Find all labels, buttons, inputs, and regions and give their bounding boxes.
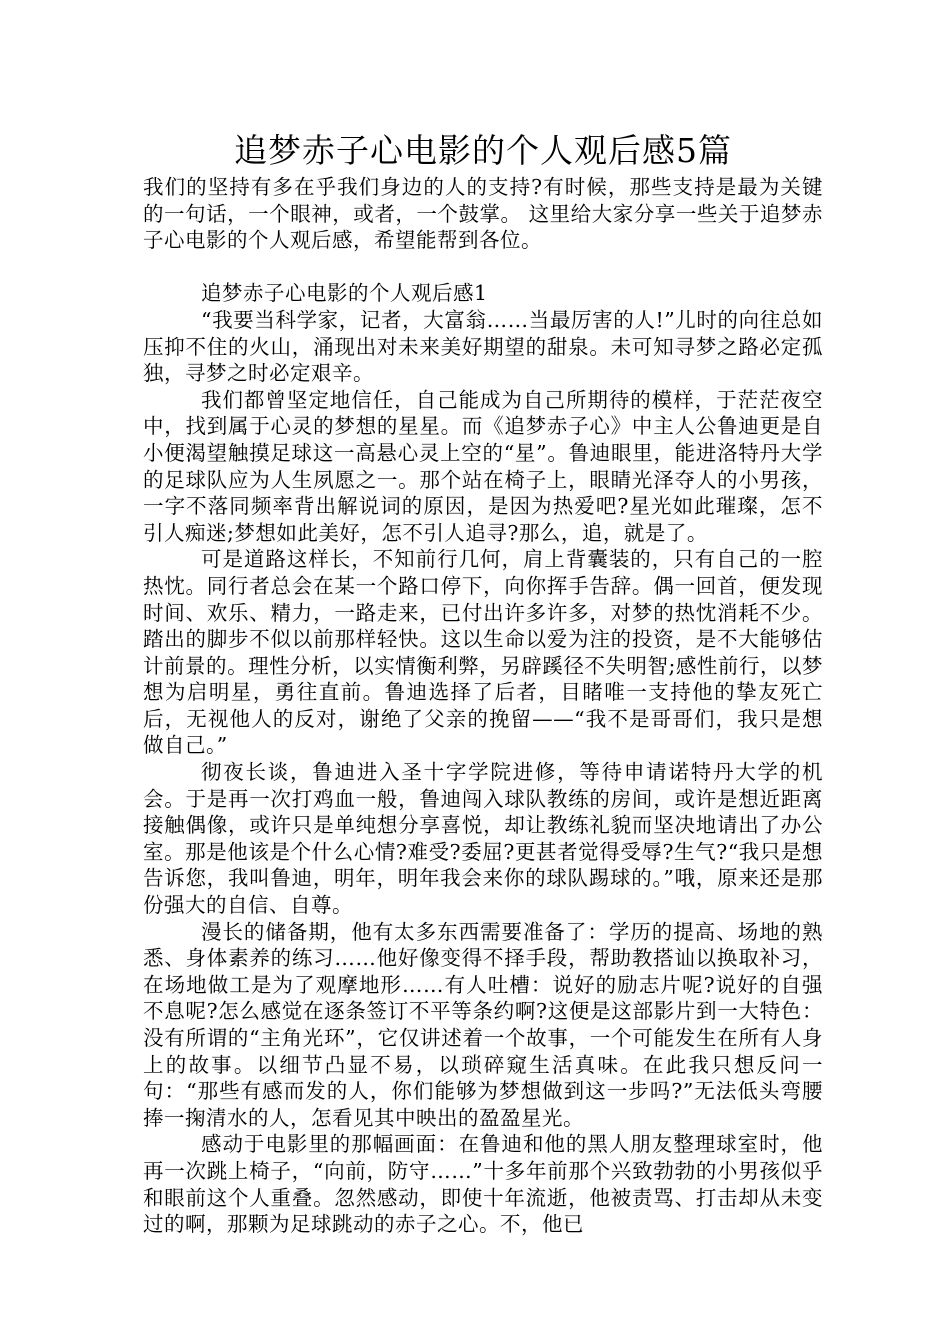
- body-paragraph-3: 可是道路这样长，不知前行几何，肩上背囊装的，只有自己的一腔热忱。同行者总会在某一个路口停下，向你挥手告辞。偶一回首，便发现时间、欢乐、精力，一路走来，已付出许多许多，对梦的热忱消耗不少。踏出的脚步不似以前那样轻快。这以生命以爱为注的投资，是不大能够估计前景的。理性分析，以实情衡利弊，另辟蹊径不失明智;感性前行，以梦想为启明星，勇往直前。鲁迪选择了后者，目睹唯一支持他的挚友死亡后，无视他人的反对，谢绝了父亲的挽留——“我不是哥哥们，我只是想做自己。”: [143, 547, 823, 758]
- blank-line: [143, 254, 823, 281]
- document-page: [143, 128, 823, 1238]
- body-paragraph-4: 彻夜长谈，鲁迪进入圣十字学院进修，等待申请诺特丹大学的机会。于是再一次打鸡血一般，鲁迪闯入球队教练的房间，或许是想近距离接触偶像，或许只是单纯想分享喜悦，却让教练礼貌而坚决地请出了办公室。那是他该是个什么心情?难受?委屈?更甚者觉得受辱?生气?“我只是想告诉您，我叫鲁迪，明年，明年我会来你的球队踢球的。”哦，原来还是那份强大的自信、自尊。: [143, 760, 823, 918]
- body-paragraph-1: “我要当科学家，记者，大富翁……当最厉害的人!”儿时的向往总如压抑不住的火山，涌现出对未来美好期望的甜泉。未可知寻梦之路必定孤独，寻梦之时必定艰辛。: [143, 307, 823, 386]
- document-title: 追梦赤子心电影的个人观后感5篇: [234, 131, 732, 170]
- body-paragraph-5: 漫长的储备期，他有太多东西需要准备了：学历的提高、场地的熟悉、身体素养的练习……他好像变得不择手段，帮助教搭讪以换取补习，在场地做工是为了观摩地形……有人吐槽：说好的励志片呢?说好的自强不息呢?怎么感觉在逐条签订不平等条约啊?这便是这部影片到一大特色：没有所谓的“主角光环”，它仅讲述着一个故事，一个可能发生在所有人身上的故事。以细节凸显不易，以琐碎窥生活真味。在此我只想反问一句：“那些有感而发的人，你们能够为梦想做到这一步吗?”无法低头弯腰捧一掬清水的人，怎看见其中映出的盈盈星光。: [143, 919, 823, 1130]
- body-paragraph-6: 感动于电影里的那幅画面：在鲁迪和他的黑人朋友整理球室时，他再一次跳上椅子，“向前，防守……”十多年前那个兴致勃勃的小男孩似乎和眼前这个人重叠。忽然感动，即使十年流逝，他被责骂、打击却从未变过的啊，那颗为足球跳动的赤子之心。不，他已: [143, 1132, 823, 1237]
- body-paragraph-2: 我们都曾坚定地信任，自己能成为自己所期待的模样，于茫茫夜空中，找到属于心灵的梦想的星星。而《追梦赤子心》中主人公鲁迪更是自小便渴望触摸足球这一高悬心灵上空的“星”。鲁迪眼里，能进洛特丹大学的足球队应为人生夙愿之一。那个站在椅子上，眼睛光泽夺人的小男孩，一字不落同频率背出解说词的原因，是因为热爱吧?星光如此璀璨，怎不引人痴迷;梦想如此美好，怎不引人追寻?那么，追，就是了。: [143, 387, 823, 545]
- section-title: 追梦赤子心电影的个人观后感1: [201, 281, 488, 306]
- intro-paragraph: 我们的坚持有多在乎我们身边的人的支持?有时候，那些支持是最为关键的一句话，一个眼神，或者，一个鼓掌。 这里给大家分享一些关于追梦赤子心电影的个人观后感，希望能帮到各位。: [143, 175, 823, 253]
